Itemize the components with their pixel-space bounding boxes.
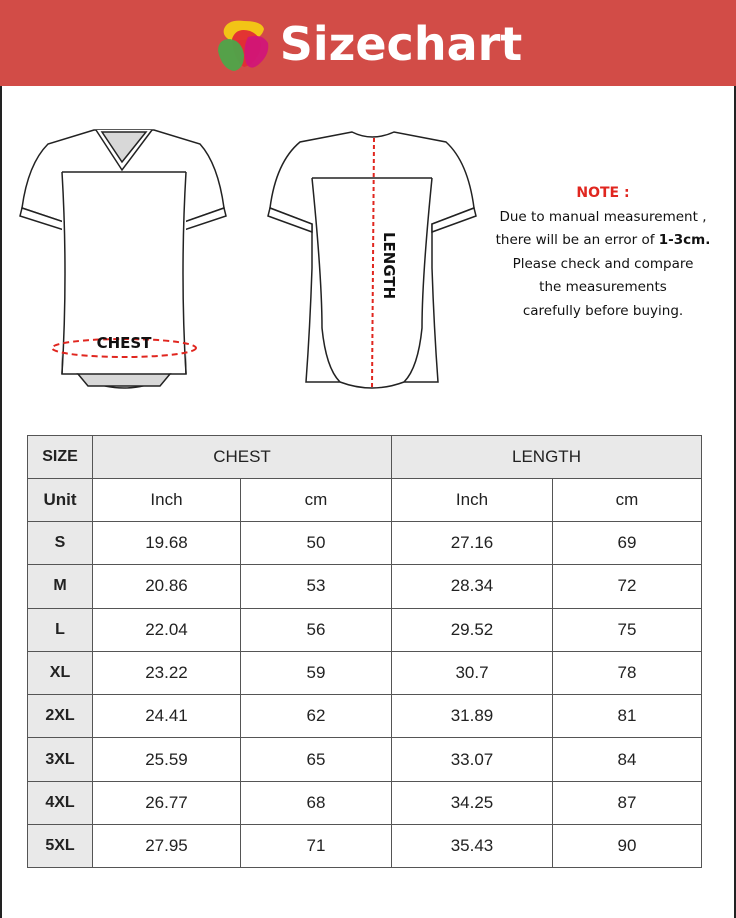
chest-inch-cell: 26.77	[93, 781, 241, 824]
chest-cm-cell: 50	[241, 522, 392, 565]
size-cell: M	[28, 565, 93, 608]
page-border-left	[0, 86, 2, 918]
chest-cm-cell: 68	[241, 781, 392, 824]
length-cm-cell: 84	[553, 738, 702, 781]
length-inch-cell: 29.52	[392, 608, 553, 651]
length-cm-cell: 81	[553, 695, 702, 738]
length-inch-cell: 33.07	[392, 738, 553, 781]
length-inch-cell: 34.25	[392, 781, 553, 824]
unit-length-inch: Inch	[392, 479, 553, 522]
size-table	[27, 435, 702, 868]
size-cell: 5XL	[28, 825, 93, 868]
length-inch-cell: 31.89	[392, 695, 553, 738]
length-inch-cell: 28.34	[392, 565, 553, 608]
unit-length-cm: cm	[553, 479, 702, 522]
header-size: SIZE	[28, 436, 93, 479]
chest-cm-cell: 62	[241, 695, 392, 738]
chest-inch-cell: 19.68	[93, 522, 241, 565]
table-row	[28, 825, 702, 868]
table-row	[28, 651, 702, 694]
chest-cm-cell: 56	[241, 608, 392, 651]
header-chest: CHEST	[93, 436, 392, 479]
length-cm-cell: 87	[553, 781, 702, 824]
chest-cm-cell: 65	[241, 738, 392, 781]
chest-inch-cell: 27.95	[93, 825, 241, 868]
table-row	[28, 695, 702, 738]
chest-inch-cell: 23.22	[93, 651, 241, 694]
chest-inch-cell: 20.86	[93, 565, 241, 608]
size-cell: XL	[28, 651, 93, 694]
length-cm-cell: 90	[553, 825, 702, 868]
note-line-2-text: there will be an error of	[495, 232, 659, 249]
unit-label: Unit	[28, 479, 93, 522]
size-cell: 4XL	[28, 781, 93, 824]
note-line-2	[478, 229, 728, 253]
table-row	[28, 565, 702, 608]
table-row	[28, 608, 702, 651]
length-cm-cell: 72	[553, 565, 702, 608]
table-row	[28, 522, 702, 565]
header-length: LENGTH	[392, 436, 702, 479]
unit-chest-cm: cm	[241, 479, 392, 522]
length-cm-cell: 69	[553, 522, 702, 565]
size-cell: 2XL	[28, 695, 93, 738]
length-inch-cell: 27.16	[392, 522, 553, 565]
chest-cm-cell: 59	[241, 651, 392, 694]
table-row	[28, 738, 702, 781]
chest-inch-cell: 24.41	[93, 695, 241, 738]
size-cell: L	[28, 608, 93, 651]
length-inch-cell: 35.43	[392, 825, 553, 868]
chest-cm-cell: 71	[241, 825, 392, 868]
length-cm-cell: 75	[553, 608, 702, 651]
page-header	[0, 0, 736, 86]
table-unit-row	[28, 479, 702, 522]
length-cm-cell: 78	[553, 651, 702, 694]
chest-cm-cell: 53	[241, 565, 392, 608]
page-title: Sizechart	[279, 17, 523, 71]
note-title: NOTE :	[576, 185, 630, 201]
table-header-row	[28, 436, 702, 479]
note-box	[478, 182, 728, 324]
chest-inch-cell: 22.04	[93, 608, 241, 651]
note-error-range: 1-3cm.	[658, 232, 711, 249]
note-line-1: Due to manual measurement ,	[499, 208, 707, 225]
unit-chest-inch: Inch	[93, 479, 241, 522]
note-line-3: Please check and compare	[512, 255, 694, 272]
length-label: LENGTH	[380, 232, 398, 300]
chest-inch-cell: 25.59	[93, 738, 241, 781]
jersey-back-icon	[266, 128, 478, 390]
size-cell: 3XL	[28, 738, 93, 781]
table-row	[28, 781, 702, 824]
note-line-4: the measurements	[539, 279, 667, 296]
size-cell: S	[28, 522, 93, 565]
length-inch-cell: 30.7	[392, 651, 553, 694]
colorful-blob-logo-icon	[214, 15, 274, 75]
chest-label: CHEST	[96, 334, 152, 352]
jersey-front-icon	[18, 124, 230, 390]
note-line-5: carefully before buying.	[522, 302, 684, 319]
